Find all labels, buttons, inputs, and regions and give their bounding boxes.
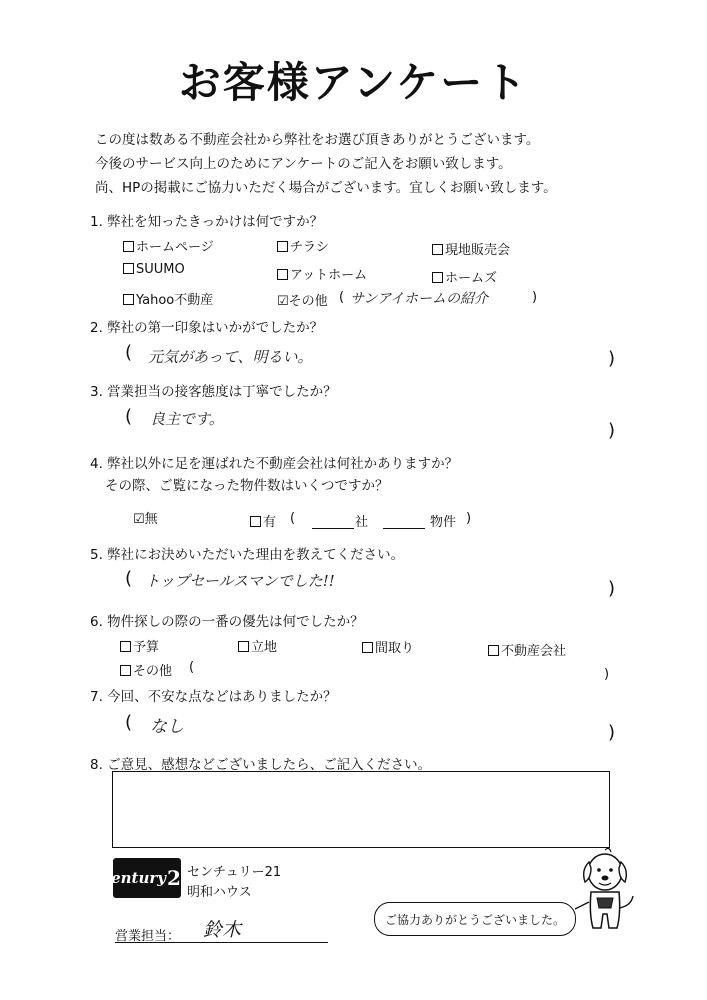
- q1-option-homes[interactable]: ホームズ: [432, 267, 497, 286]
- intro-line-1: この度は数ある不動産会社から弊社をお選び頂きありがとうございます。: [95, 132, 540, 148]
- sales-rep-signature: 鈴木: [203, 919, 242, 941]
- checkbox-icon: [432, 272, 443, 283]
- q1-option-yahoo[interactable]: Yahoo不動産: [123, 289, 213, 308]
- checkbox-icon: [432, 244, 443, 255]
- q6-option-agency[interactable]: 不動産会社: [488, 640, 566, 659]
- q1-other-open-paren: (: [339, 290, 345, 305]
- q1-option-flyer[interactable]: チラシ: [277, 236, 329, 255]
- q4-close-paren: ): [466, 511, 472, 526]
- checkbox-icon: [123, 241, 134, 252]
- q7-open-paren: (: [125, 712, 133, 733]
- q1-other-answer: サンアイホームの紹介: [350, 291, 489, 307]
- q6-option-location[interactable]: 立地: [238, 636, 277, 655]
- q3-close-paren: ): [608, 420, 616, 441]
- checkbox-icon: [120, 641, 131, 652]
- survey-title: お客様アンケート: [178, 58, 529, 107]
- q6-option-other[interactable]: その他: [120, 660, 172, 679]
- question-6: 6. 物件探しの際の一番の優先は何でしたか？: [90, 614, 364, 630]
- q1-option-homepage[interactable]: ホームページ: [123, 236, 214, 255]
- question-3: 3. 営業担当の接客態度は丁寧でしたか？: [90, 384, 337, 400]
- q4-option-yes[interactable]: 有: [250, 511, 276, 530]
- q4-company-count-field[interactable]: [312, 512, 354, 531]
- q6-option-budget[interactable]: 予算: [120, 636, 159, 655]
- q5-open-paren: (: [125, 568, 133, 589]
- q3-open-paren: (: [125, 406, 133, 427]
- q4-option-none[interactable]: ☑無: [133, 512, 158, 527]
- q7-answer: なし: [150, 717, 184, 737]
- comment-box[interactable]: [112, 771, 610, 848]
- q1-option-athome[interactable]: アットホーム: [277, 264, 367, 283]
- q4-unit-company: 社: [355, 515, 369, 530]
- checkbox-icon: [120, 665, 131, 676]
- century21-logo: Century 21: [113, 858, 181, 898]
- company-name-line-2: 明和ハウス: [187, 885, 252, 900]
- q7-close-paren: ): [608, 722, 616, 743]
- q4-open-paren: (: [290, 511, 296, 526]
- checkbox-icon: [277, 269, 288, 280]
- company-name-line-1: センチュリー21: [187, 865, 282, 880]
- sales-rep-label: 営業担当：: [115, 929, 181, 944]
- checked-box-icon: ☑: [133, 512, 145, 527]
- thanks-speech-bubble: ご協力ありがとうございました。: [374, 902, 576, 936]
- checked-box-icon: ☑: [277, 294, 289, 309]
- q1-other-close-paren: ): [532, 290, 538, 305]
- q2-answer: 元気があって、明るい。: [148, 348, 313, 366]
- q6-close-paren: ): [604, 667, 610, 682]
- question-2: 2. 弊社の第一印象はいかがでしたか？: [90, 320, 324, 336]
- q1-option-suumo[interactable]: SUUMO: [123, 262, 185, 277]
- checkbox-icon: [277, 241, 288, 252]
- question-4-line-2: その際、ご覧になった物件数はいくつですか？: [105, 478, 389, 494]
- q5-answer: トップセールスマンでした!!: [145, 572, 335, 590]
- checkbox-icon: [488, 645, 499, 656]
- q1-option-other[interactable]: ☑その他: [277, 294, 328, 309]
- q6-open-paren: (: [189, 660, 195, 675]
- q6-option-floorplan[interactable]: 間取り: [362, 637, 414, 656]
- q4-property-count-field[interactable]: [383, 512, 425, 531]
- question-7: 7. 今回、不安な点などはありましたか？: [90, 689, 337, 705]
- checkbox-icon: [123, 263, 134, 274]
- question-8: 8. ご意見、感想などございましたら、ご記入ください。: [90, 757, 432, 773]
- signature-line: [115, 942, 328, 943]
- q2-open-paren: (: [125, 342, 133, 363]
- question-1: 1. 弊社を知ったきっかけは何ですか？: [90, 214, 324, 230]
- checkbox-icon: [238, 641, 249, 652]
- intro-line-3: 尚、HPの掲載にご協力いただく場合がございます。宜しくお願い致します。: [95, 180, 557, 196]
- q1-option-open-house[interactable]: 現地販売会: [432, 239, 510, 258]
- checkbox-icon: [123, 294, 134, 305]
- q4-unit-property: 物件: [430, 515, 457, 530]
- q3-answer: 良主です。: [150, 410, 224, 428]
- question-4-line-1: 4. 弊社以外に足を運ばれた不動産会社は何社かありますか？: [90, 456, 459, 472]
- checkbox-icon: [250, 516, 261, 527]
- q2-close-paren: ): [608, 348, 616, 369]
- intro-line-2: 今後のサービス向上のためにアンケートのご記入をお願い致します。: [95, 156, 512, 172]
- checkbox-icon: [362, 642, 373, 653]
- question-5: 5. 弊社にお決めいただいた理由を教えてください。: [90, 547, 405, 563]
- dog-mascot-icon: [575, 848, 641, 934]
- q5-close-paren: ): [608, 578, 616, 599]
